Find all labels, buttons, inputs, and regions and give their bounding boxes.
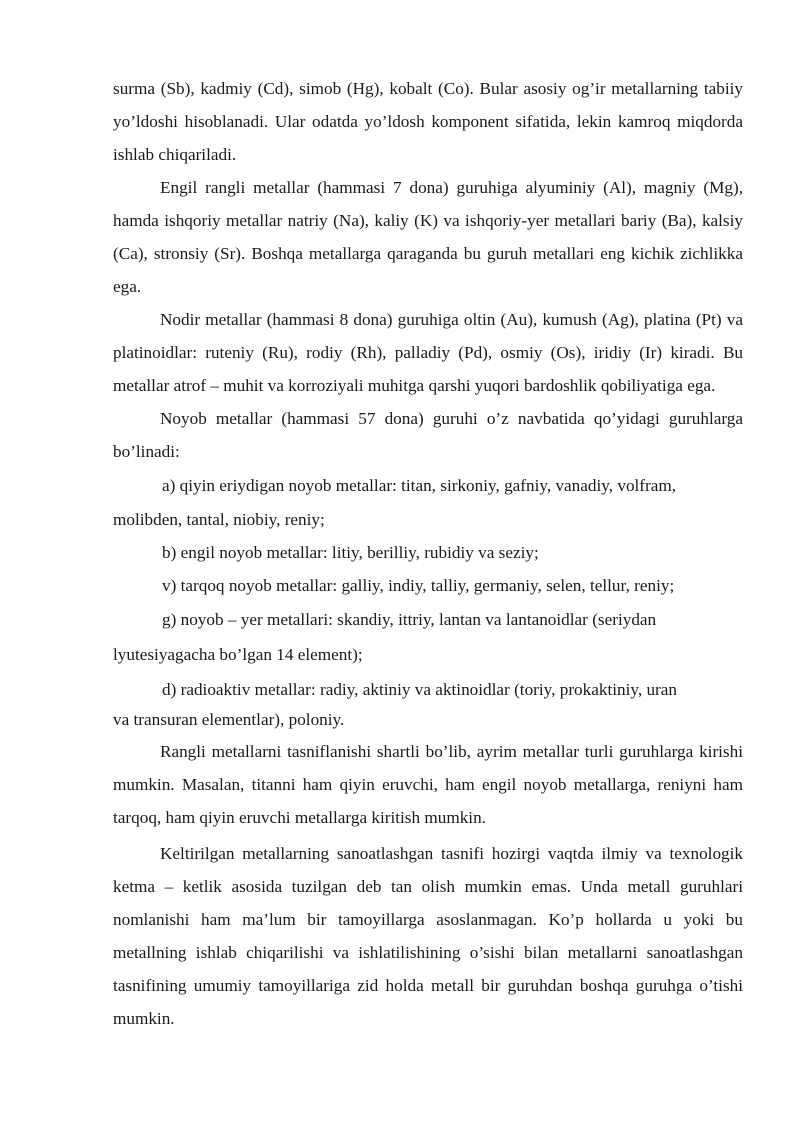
- list-item-g-continuation: lyutesiyagacha bo’lgan 14 element);: [113, 645, 363, 664]
- paragraph-industrial-classification: Keltirilgan metallarning sanoatlashgan tasnifi hozirgi vaqtda ilmiy va texnologik ketma – ketlik asosida tuzilgan deb tan olish mumkin emas. Unda metall guruhlari nomlanishi ham ma’lum bir tamoyillarga asoslanmagan. Ko’p hollarda u yoki bu metallning ishlab chiqarilishi va ishlatilishining o’sishi bilan metallarni sanoatlashgan tasnifining umumiy tamoyillariga zid holda metall bir guruhdan boshqa guruhga o’tishi mumkin.: [113, 844, 743, 1028]
- list-item-v: v) tarqoq noyob metallar: galliy, indiy, talliy, germaniy, selen, tellur, reniy;: [162, 576, 675, 595]
- paragraph-precious-metals: Nodir metallar (hammasi 8 dona) guruhiga oltin (Au), kumush (Ag), platina (Pt) va platinoidlar: ruteniy (Ru), rodiy (Rh), palladiy (Pd), osmiy (Os), iridiy (Ir) kiradi. Bu metallar atrof – muhit va korroziyali muhitga qarshi yuqori bardoshlik qobiliyatiga ega.: [113, 310, 743, 395]
- list-item-g: g) noyob – yer metallari: skandiy, ittriy, lantan va lantanoidlar (seriydan: [162, 610, 657, 629]
- paragraph-classification-conditional: Rangli metallarni tasniflanishi shartli bo’lib, ayrim metallar turli guruhlarga kirishi mumkin. Masalan, titanni ham qiyin eruvchi, ham engil noyob metallarga, reniyni ham tarqoq, ham qiyin eruvchi metallarga kiritish mumkin.: [113, 742, 743, 827]
- list-item-d-continuation: va transuran elementlar), poloniy.: [113, 710, 345, 729]
- document-page: [113, 72, 743, 1035]
- list-item-a: a) qiyin eriydigan noyob metallar: titan, sirkoniy, gafniy, vanadiy, volfram,: [162, 476, 677, 495]
- paragraph-light-metals: Engil rangli metallar (hammasi 7 dona) guruhiga alyuminiy (Al), magniy (Mg), hamda ishqoriy metallar natriy (Na), kaliy (K) va ishqoriy-yer metallari bariy (Ba), kalsiy (Ca), stronsiy (Sr). Boshqa metallarga qaraganda bu guruh metallari eng kichik zichlikka ega.: [113, 178, 743, 296]
- list-item-b: b) engil noyob metallar: litiy, berilliy, rubidiy va seziy;: [162, 543, 539, 562]
- paragraph-rare-metals-intro: Noyob metallar (hammasi 57 dona) guruhi o’z navbatida qo’yidagi guruhlarga bo’linadi:: [113, 409, 743, 461]
- list-item-a-continuation: molibden, tantal, niobiy, reniy;: [113, 510, 325, 529]
- rare-metals-list: [113, 468, 743, 733]
- paragraph-continuation: surma (Sb), kadmiy (Cd), simob (Hg), kobalt (Co). Bular asosiy og’ir metallarning tabiiy yo’ldoshi hisoblanadi. Ular odatda yo’ldosh komponent sifatida, lekin kamroq miqdorda ishlab chiqariladi.: [113, 79, 743, 164]
- list-item-d: d) radioaktiv metallar: radiy, aktiniy va aktinoidlar (toriy, prokaktiniy, uran: [162, 680, 677, 699]
